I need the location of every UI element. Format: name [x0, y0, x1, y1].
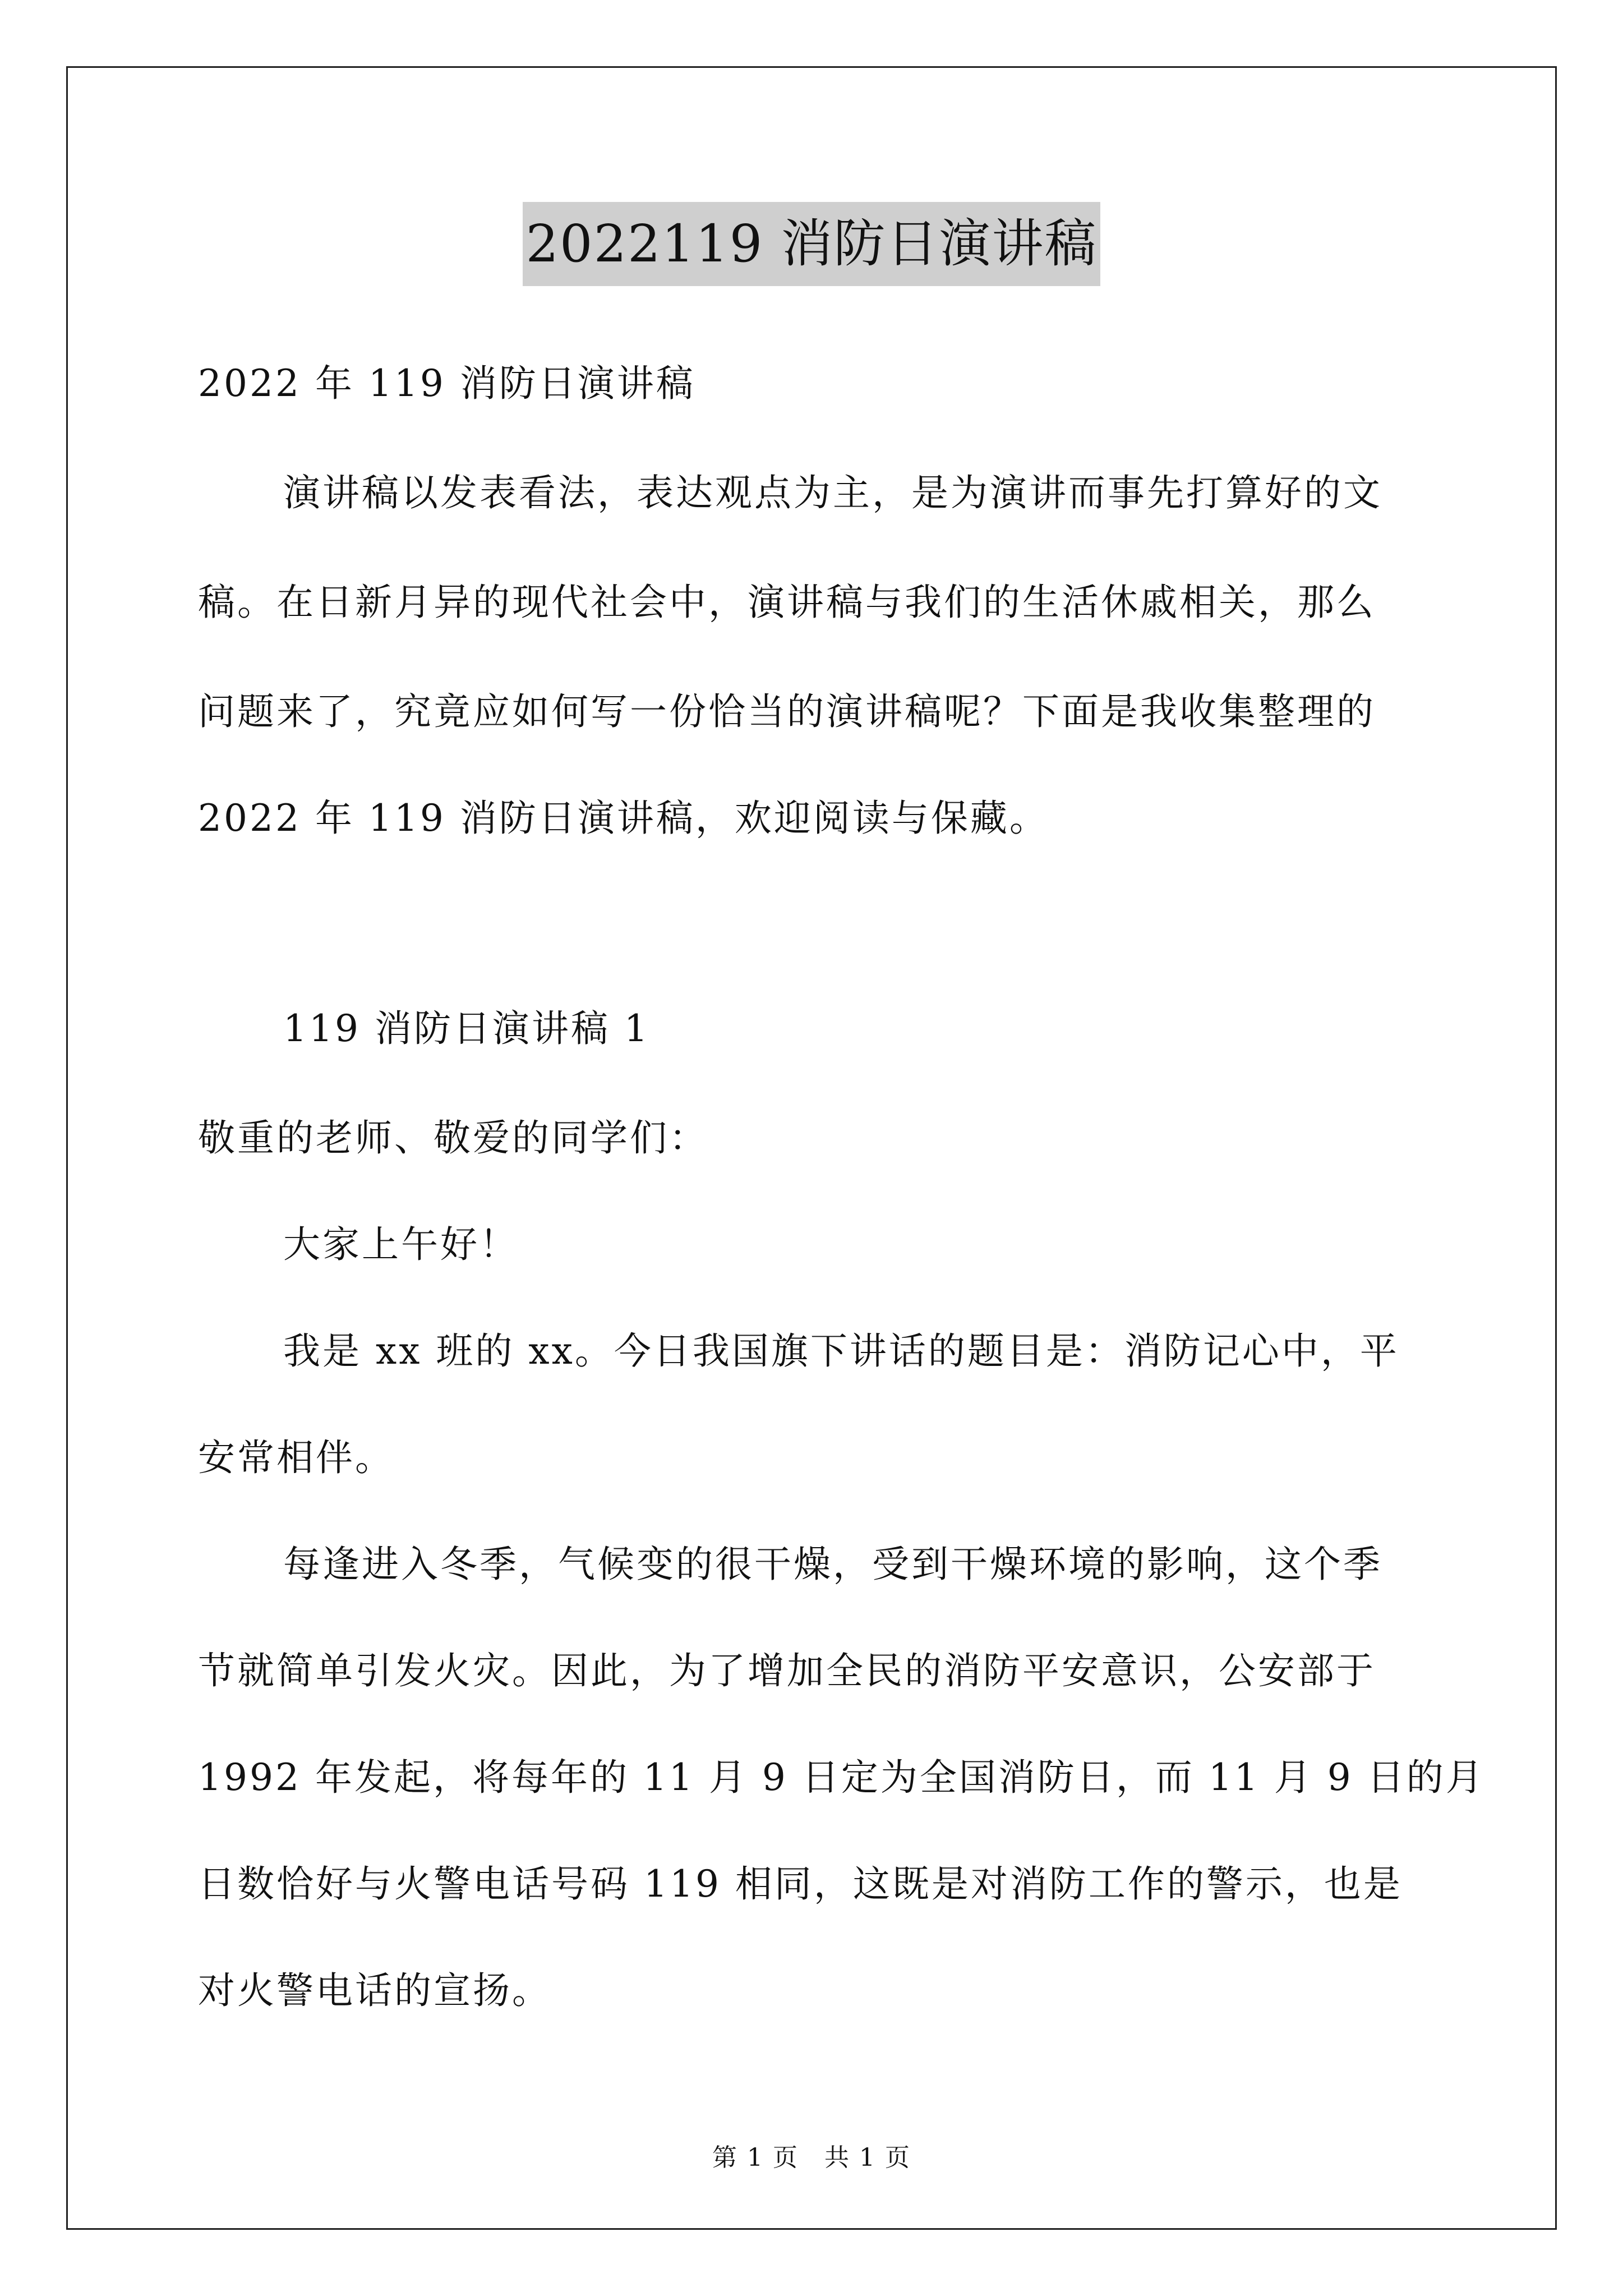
paragraph-line: 稿。在日新月异的现代社会中，演讲稿与我们的生活休戚相关，那么	[198, 581, 1376, 624]
paragraph-line: 我是 xx 班的 xx。今日我国旗下讲话的题目是：消防记心中，平	[283, 1329, 1399, 1373]
greeting-line: 大家上午好！	[283, 1223, 519, 1266]
subtitle-line: 2022 年 119 消防日演讲稿	[198, 362, 695, 405]
section-heading: 119 消防日演讲稿 1	[283, 1007, 650, 1050]
paragraph-line: 演讲稿以发表看法，表达观点为主，是为演讲而事先打算好的文	[283, 471, 1382, 514]
title-container	[0, 202, 1623, 286]
paragraph-line: 日数恰好与火警电话号码 119 相同，这既是对消防工作的警示，也是	[198, 1862, 1403, 1906]
paragraph-line: 对火警电话的宣扬。	[198, 1969, 551, 2012]
page-footer: 第 1 页 共 1 页	[712, 2143, 911, 2172]
paragraph-line: 1992 年发起，将每年的 11 月 9 日定为全国消防日，而 11 月 9 日的月	[198, 1756, 1485, 1799]
salutation-line: 敬重的老师、敬爱的同学们：	[198, 1116, 708, 1159]
paragraph-line: 2022 年 119 消防日演讲稿，欢迎阅读与保藏。	[198, 797, 1049, 840]
document-title: 2022119 消防日演讲稿	[523, 202, 1101, 286]
paragraph-line: 每逢进入冬季，气候变的很干燥，受到干燥环境的影响，这个季	[283, 1543, 1382, 1586]
paragraph-line: 问题来了，究竟应如何写一份恰当的演讲稿呢？下面是我收集整理的	[198, 690, 1376, 733]
paragraph-line: 安常相伴。	[198, 1436, 394, 1479]
paragraph-line: 节就简单引发火灾。因此，为了增加全民的消防平安意识，公安部于	[198, 1649, 1376, 1692]
